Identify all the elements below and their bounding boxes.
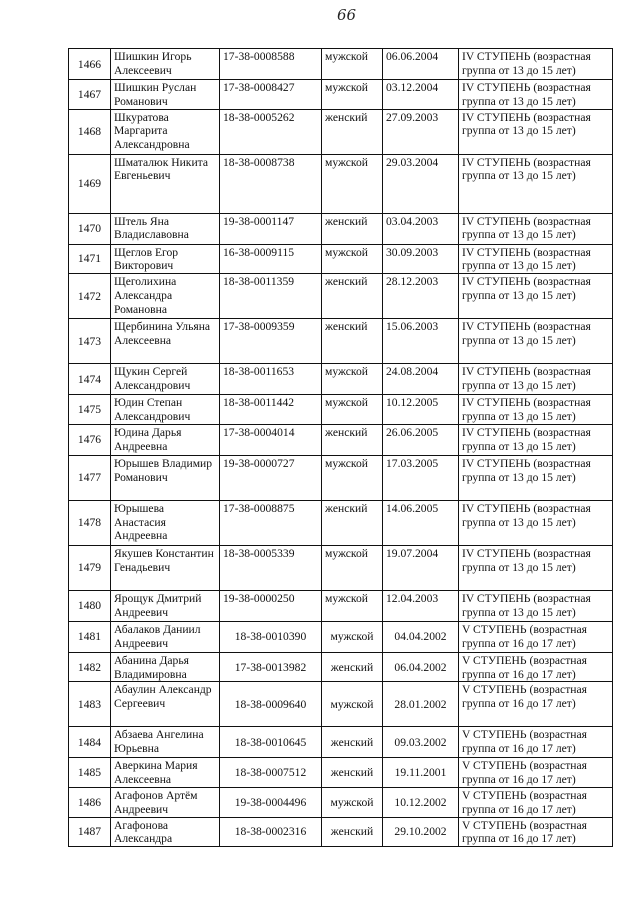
table-row (69, 621, 613, 652)
participant-id: 17-38-0004014 (220, 424, 322, 455)
row-number: 1470 (69, 213, 111, 244)
participant-id: 17-38-0013982 (220, 652, 322, 682)
table-row (69, 787, 613, 817)
sex-cell: мужской (322, 80, 383, 110)
row-number: 1476 (69, 424, 111, 455)
table-row (69, 545, 613, 590)
person-name: Якушев Константин Генадьевич (111, 545, 220, 590)
grade-group: V СТУПЕНЬ (возрастная группа от 16 до 17 лет) (459, 621, 613, 652)
participant-id: 18-38-0011359 (220, 274, 322, 319)
row-number: 1481 (69, 621, 111, 652)
birth-date: 28.12.2003 (383, 274, 459, 319)
row-number: 1482 (69, 652, 111, 682)
participant-id: 17-38-0009359 (220, 319, 322, 364)
participant-id: 19-38-0001147 (220, 213, 322, 244)
person-name: Абзаева Ангелина Юрьевна (111, 727, 220, 758)
row-number: 1466 (69, 49, 111, 80)
birth-date: 04.04.2002 (383, 621, 459, 652)
grade-group: IV СТУПЕНЬ (возрастная группа от 13 до 15 лет) (459, 500, 613, 545)
table-row (69, 652, 613, 682)
row-number: 1472 (69, 274, 111, 319)
sex-cell: женский (322, 817, 383, 847)
table-row (69, 590, 613, 621)
table-row (69, 758, 613, 788)
birth-date: 10.12.2005 (383, 395, 459, 425)
sex-cell: женский (322, 213, 383, 244)
grade-group: IV СТУПЕНЬ (возрастная группа от 13 до 15 лет) (459, 49, 613, 80)
person-name: Щеголихина Александра Романовна (111, 274, 220, 319)
sex-cell: мужской (322, 455, 383, 500)
table-row (69, 817, 613, 847)
participant-id: 17-38-0008588 (220, 49, 322, 80)
person-name: Шкуратова Маргарита Александровна (111, 109, 220, 154)
sex-cell: мужской (322, 49, 383, 80)
table-row (69, 154, 613, 213)
birth-date: 10.12.2002 (383, 787, 459, 817)
grade-group: IV СТУПЕНЬ (возрастная группа от 13 до 15 лет) (459, 319, 613, 364)
table-row (69, 395, 613, 425)
grade-group: V СТУПЕНЬ (возрастная группа от 16 до 17 лет) (459, 758, 613, 788)
row-number: 1479 (69, 545, 111, 590)
table-row (69, 274, 613, 319)
grade-group: IV СТУПЕНЬ (возрастная группа от 13 до 15 лет) (459, 154, 613, 213)
birth-date: 14.06.2005 (383, 500, 459, 545)
row-number: 1480 (69, 590, 111, 621)
row-number: 1478 (69, 500, 111, 545)
birth-date: 03.04.2003 (383, 213, 459, 244)
participant-id: 18-38-0011653 (220, 364, 322, 395)
person-name: Ярощук Дмитрий Андреевич (111, 590, 220, 621)
person-name: Юдин Степан Александрович (111, 395, 220, 425)
person-name: Аверкина Мария Алексеевна (111, 758, 220, 788)
person-name: Агафонова Александра (111, 817, 220, 847)
grade-group: IV СТУПЕНЬ (возрастная группа от 13 до 15 лет) (459, 109, 613, 154)
registry-table-body (69, 49, 613, 847)
birth-date: 19.07.2004 (383, 545, 459, 590)
participant-id: 18-38-0007512 (220, 758, 322, 788)
grade-group: IV СТУПЕНЬ (возрастная группа от 13 до 15 лет) (459, 213, 613, 244)
participant-id: 19-38-0004496 (220, 787, 322, 817)
row-number: 1487 (69, 817, 111, 847)
person-name: Шматалюк Никита Евгеньевич (111, 154, 220, 213)
table-row (69, 500, 613, 545)
row-number: 1473 (69, 319, 111, 364)
grade-group: V СТУПЕНЬ (возрастная группа от 16 до 17 лет) (459, 652, 613, 682)
birth-date: 29.10.2002 (383, 817, 459, 847)
table-row (69, 244, 613, 274)
person-name: Штель Яна Владиславовна (111, 213, 220, 244)
participant-id: 17-38-0008427 (220, 80, 322, 110)
sex-cell: женский (322, 109, 383, 154)
birth-date: 28.01.2002 (383, 682, 459, 727)
sex-cell: женский (322, 652, 383, 682)
person-name: Щербинина Ульяна Алексеевна (111, 319, 220, 364)
sex-cell: мужской (322, 787, 383, 817)
row-number: 1471 (69, 244, 111, 274)
person-name: Абанина Дарья Владимировна (111, 652, 220, 682)
row-number: 1483 (69, 682, 111, 727)
row-number: 1486 (69, 787, 111, 817)
grade-group: IV СТУПЕНЬ (возрастная группа от 13 до 15 лет) (459, 274, 613, 319)
birth-date: 26.06.2005 (383, 424, 459, 455)
table-row (69, 213, 613, 244)
sex-cell: мужской (322, 621, 383, 652)
table-row (69, 727, 613, 758)
grade-group: IV СТУПЕНЬ (возрастная группа от 13 до 15 лет) (459, 364, 613, 395)
birth-date: 30.09.2003 (383, 244, 459, 274)
row-number: 1474 (69, 364, 111, 395)
sex-cell: мужской (322, 364, 383, 395)
participant-id: 19-38-0000727 (220, 455, 322, 500)
grade-group: IV СТУПЕНЬ (возрастная группа от 13 до 15 лет) (459, 424, 613, 455)
sex-cell: мужской (322, 590, 383, 621)
row-number: 1475 (69, 395, 111, 425)
birth-date: 27.09.2003 (383, 109, 459, 154)
table-row (69, 319, 613, 364)
person-name: Юрышев Владимир Романович (111, 455, 220, 500)
sex-cell: мужской (322, 545, 383, 590)
birth-date: 29.03.2004 (383, 154, 459, 213)
person-name: Абалаков Даниил Андреевич (111, 621, 220, 652)
participant-id: 18-38-0002316 (220, 817, 322, 847)
birth-date: 15.06.2003 (383, 319, 459, 364)
sex-cell: женский (322, 758, 383, 788)
birth-date: 24.08.2004 (383, 364, 459, 395)
sex-cell: женский (322, 319, 383, 364)
person-name: Шишкин Игорь Алексеевич (111, 49, 220, 80)
participant-id: 18-38-0005339 (220, 545, 322, 590)
sex-cell: мужской (322, 682, 383, 727)
person-name: Абаулин Александр Сергеевич (111, 682, 220, 727)
sex-cell: мужской (322, 244, 383, 274)
row-number: 1467 (69, 80, 111, 110)
row-number: 1469 (69, 154, 111, 213)
grade-group: V СТУПЕНЬ (возрастная группа от 16 до 17 лет) (459, 682, 613, 727)
birth-date: 06.04.2002 (383, 652, 459, 682)
row-number: 1484 (69, 727, 111, 758)
sex-cell: женский (322, 274, 383, 319)
grade-group: IV СТУПЕНЬ (возрастная группа от 13 до 15 лет) (459, 80, 613, 110)
sex-cell: мужской (322, 395, 383, 425)
grade-group: IV СТУПЕНЬ (возрастная группа от 13 до 15 лет) (459, 395, 613, 425)
row-number: 1485 (69, 758, 111, 788)
participant-id: 16-38-0009115 (220, 244, 322, 274)
birth-date: 12.04.2003 (383, 590, 459, 621)
sex-cell: женский (322, 500, 383, 545)
participant-id: 18-38-0010390 (220, 621, 322, 652)
participant-id: 18-38-0009640 (220, 682, 322, 727)
birth-date: 19.11.2001 (383, 758, 459, 788)
sex-cell: мужской (322, 154, 383, 213)
sex-cell: женский (322, 424, 383, 455)
birth-date: 06.06.2004 (383, 49, 459, 80)
person-name: Юдина Дарья Андреевна (111, 424, 220, 455)
person-name: Агафонов Артём Андреевич (111, 787, 220, 817)
table-row (69, 49, 613, 80)
person-name: Щукин Сергей Александрович (111, 364, 220, 395)
person-name: Шишкин Руслан Романович (111, 80, 220, 110)
grade-group: V СТУПЕНЬ (возрастная группа от 16 до 17 лет) (459, 787, 613, 817)
grade-group: IV СТУПЕНЬ (возрастная группа от 13 до 15 лет) (459, 244, 613, 274)
participant-id: 18-38-0008738 (220, 154, 322, 213)
table-row (69, 455, 613, 500)
grade-group: V СТУПЕНЬ (возрастная группа от 16 до 17 лет) (459, 727, 613, 758)
sex-cell: женский (322, 727, 383, 758)
participant-id: 18-38-0011442 (220, 395, 322, 425)
participant-id: 17-38-0008875 (220, 500, 322, 545)
person-name: Юрышева Анастасия Андреевна (111, 500, 220, 545)
page-number: 66 (337, 6, 357, 24)
participant-id: 19-38-0000250 (220, 590, 322, 621)
birth-date: 17.03.2005 (383, 455, 459, 500)
grade-group: IV СТУПЕНЬ (возрастная группа от 13 до 15 лет) (459, 590, 613, 621)
grade-group: IV СТУПЕНЬ (возрастная группа от 13 до 15 лет) (459, 455, 613, 500)
registry-table (68, 48, 613, 847)
birth-date: 03.12.2004 (383, 80, 459, 110)
participant-id: 18-38-0005262 (220, 109, 322, 154)
birth-date: 09.03.2002 (383, 727, 459, 758)
table-row (69, 109, 613, 154)
grade-group: V СТУПЕНЬ (возрастная группа от 16 до 17 лет) (459, 817, 613, 847)
participant-id: 18-38-0010645 (220, 727, 322, 758)
row-number: 1468 (69, 109, 111, 154)
grade-group: IV СТУПЕНЬ (возрастная группа от 13 до 15 лет) (459, 545, 613, 590)
person-name: Щеглов Егор Викторович (111, 244, 220, 274)
table-row (69, 424, 613, 455)
table-row (69, 364, 613, 395)
table-row (69, 682, 613, 727)
table-row (69, 80, 613, 110)
row-number: 1477 (69, 455, 111, 500)
